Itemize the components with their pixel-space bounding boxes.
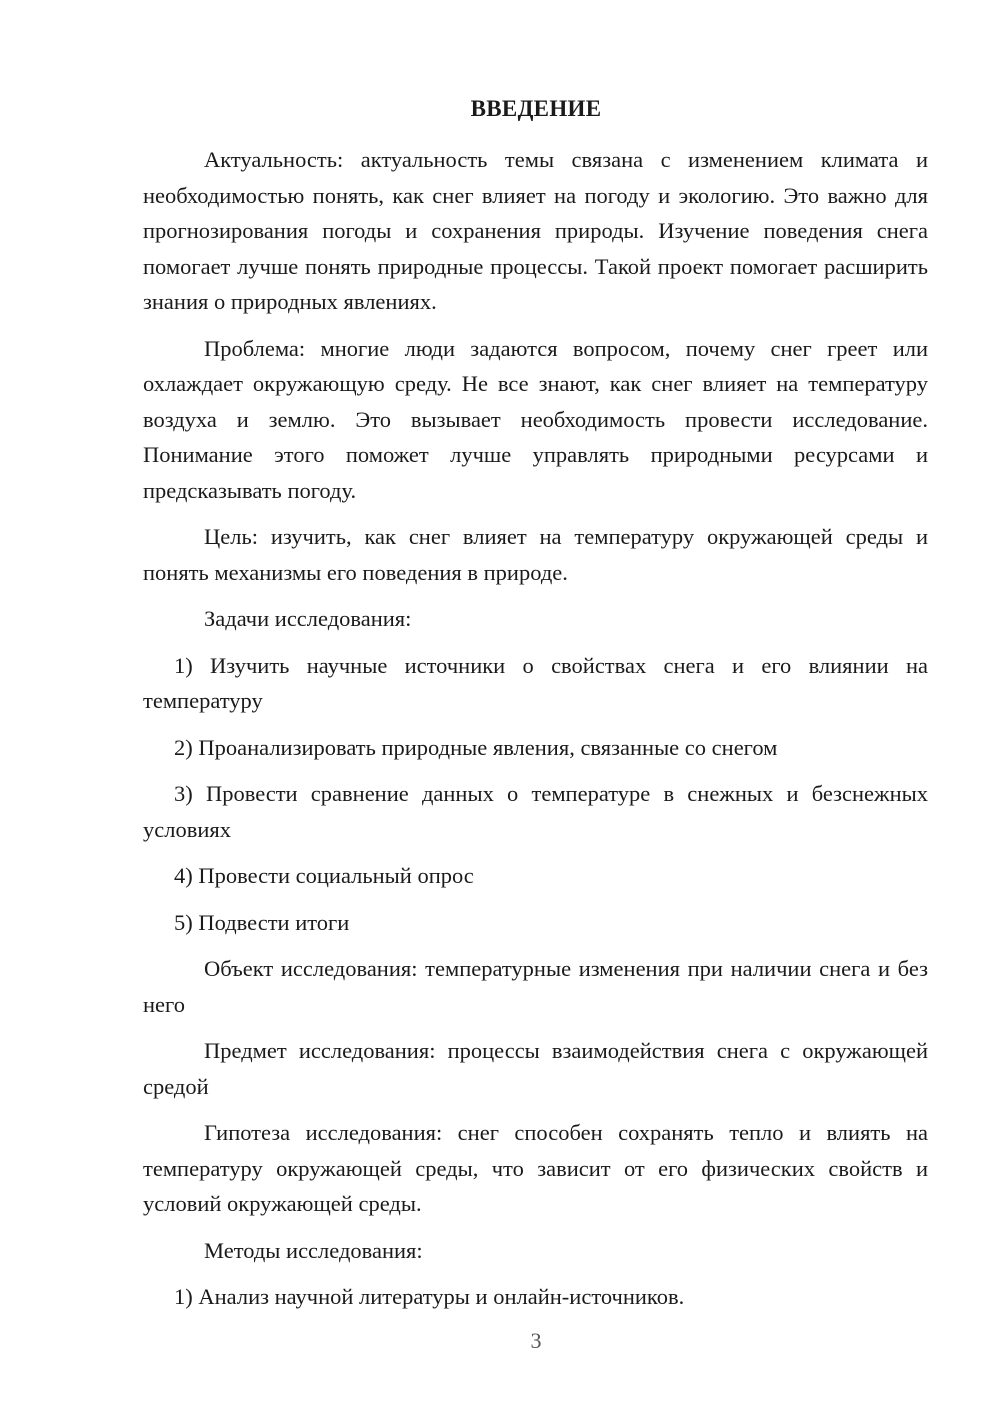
task-item-3: 3) Провести сравнение данных о температуре в снежных и безснежных условиях	[143, 781, 928, 842]
paragraph-problem: Проблема: многие люди задаются вопросом, почему снег греет или охлаждает окружающую среду. Не все знают, как снег влияет на температуру воздуха и землю. Это вызывает необходимость провести исследование. Понимание этого поможет лучше управлять природными ресурсами и предсказывать погоду.	[143, 335, 928, 503]
task-item-1: 1) Изучить научные источники о свойствах снега и его влиянии на температуру	[143, 652, 928, 713]
task-item-4: 4) Провести социальный опрос	[174, 863, 474, 888]
paragraph-goal: Цель: изучить, как снег влияет на температуру окружающей среды и понять механизмы его поведения в природе.	[143, 524, 928, 585]
document-body	[143, 142, 928, 1315]
page-number: 3	[530, 1328, 542, 1353]
paragraph-tasks-heading: Задачи исследования:	[204, 606, 412, 631]
paragraph-object: Объект исследования: температурные изменения при наличии снега и без него	[143, 956, 928, 1017]
paragraph-subject: Предмет исследования: процессы взаимодействия снега с окружающей средой	[143, 1038, 928, 1099]
method-item-1: 1) Анализ научной литературы и онлайн-источников.	[174, 1284, 685, 1309]
paragraph-relevance: Актуальность: актуальность темы связана с изменением климата и необходимостью понять, как снег влияет на погоду и экологию. Это важно для прогнозирования погоды и сохранения природы. Изучение поведения снега помогает лучше понять природные процессы. Такой проект помогает расширить знания о природных явлениях.	[143, 147, 928, 314]
task-item-5: 5) Подвести итоги	[174, 909, 350, 935]
paragraph-hypothesis: Гипотеза исследования: снег способен сохранять тепло и влиять на температуру окружающей среды, что зависит от его физических свойств и условий окружающей среды.	[143, 1120, 928, 1216]
section-title: ВВЕДЕНИЕ	[470, 96, 602, 121]
paragraph-methods-heading: Методы исследования:	[204, 1237, 423, 1263]
task-item-2: 2) Проанализировать природные явления, связанные со снегом	[174, 734, 778, 760]
